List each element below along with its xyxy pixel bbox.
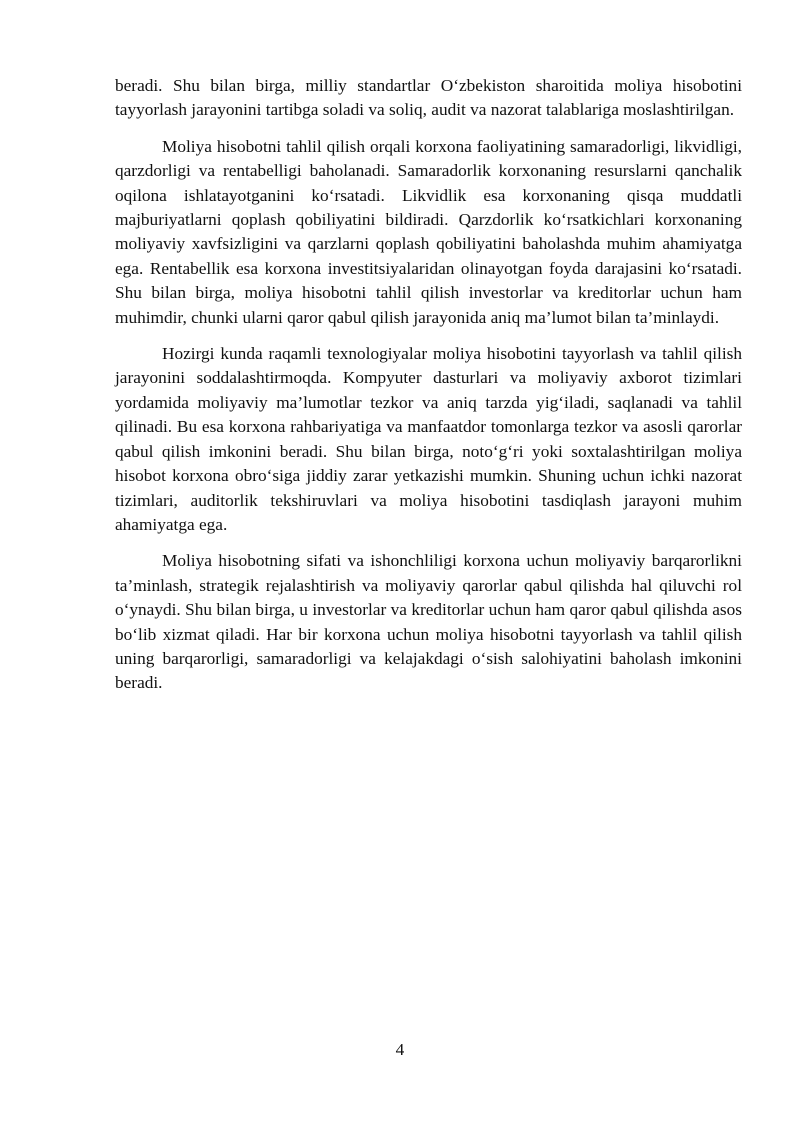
page-number: 4	[395, 1040, 405, 1059]
paragraph-1: beradi. Shu bilan birga, milliy standartlar O‘zbekiston sharoitida moliya hisobotini tayyorlash jarayonini tartibga soladi va soliq, audit va nazorat talablariga moslashtirilgan.	[115, 76, 742, 120]
paragraph-4: Moliya hisobotning sifati va ishonchliligi korxona uchun moliyaviy barqarorlikni ta’minlash, strategik rejalashtirish va moliyaviy qarorlar qabul qilishda hal qiluvchi rol o‘ynaydi. Shu bilan birga, u investorlar va kreditorlar uchun ham qaror qabul qilishda asos bo‘lib xizmat qiladi. Har bir korxona uchun moliya hisobotni tayyorlash va tahlil qilish uning barqarorligi, samaradorligi va kelajakdagi o‘sish salohiyatini baholash imkonini beradi.	[115, 551, 742, 693]
paragraph-2: Moliya hisobotni tahlil qilish orqali korxona faoliyatining samaradorligi, likvidligi, qarzdorligi va rentabelligi baholanadi. Samaradorlik korxonaning resurslarni qanchalik oqilona ishlatayotganini ko‘rsatadi. Likvidlik esa korxonaning qisqa muddatli majburiyatlarni qoplash qobiliyatini bildiradi. Qarzdorlik ko‘rsatkichlari korxonaning moliyaviy xavfsizligini va qarzlarni qoplash qobiliyatini baholashda muhim ahamiyatga ega. Rentabellik esa korxona investitsiyalaridan olinayotgan foyda darajasini ko‘rsatadi. Shu bilan birga, moliya hisobotni tahlil qilish investorlar va kreditorlar uchun ham muhimdir, chunki ularni qaror qabul qilish jarayonida aniq ma’lumot bilan ta’minlaydi.	[115, 136, 742, 327]
body-text	[115, 74, 742, 708]
paragraph-3: Hozirgi kunda raqamli texnologiyalar moliya hisobotini tayyorlash va tahlil qilish jarayonini soddalashtirmoqda. Kompyuter dasturlari va moliyaviy axborot tizimlari yordamida moliyaviy ma’lumotlar tezkor va aniq tarzda yig‘iladi, saqlanadi va tahlil qilinadi. Bu esa korxona rahbariyatiga va manfaatdor tomonlarga tezkor va asosli qarorlar qabul qilish imkonini beradi. Shu bilan birga, noto‘g‘ri yoki soxtalashtirilgan moliya hisobot korxona obro‘siga jiddiy zarar yetkazishi mumkin. Shuning uchun ichki nazorat tizimlari, auditorlik tekshiruvlari va moliya hisobotini tasdiqlash jarayoni muhim ahamiyatga ega.	[115, 344, 742, 534]
